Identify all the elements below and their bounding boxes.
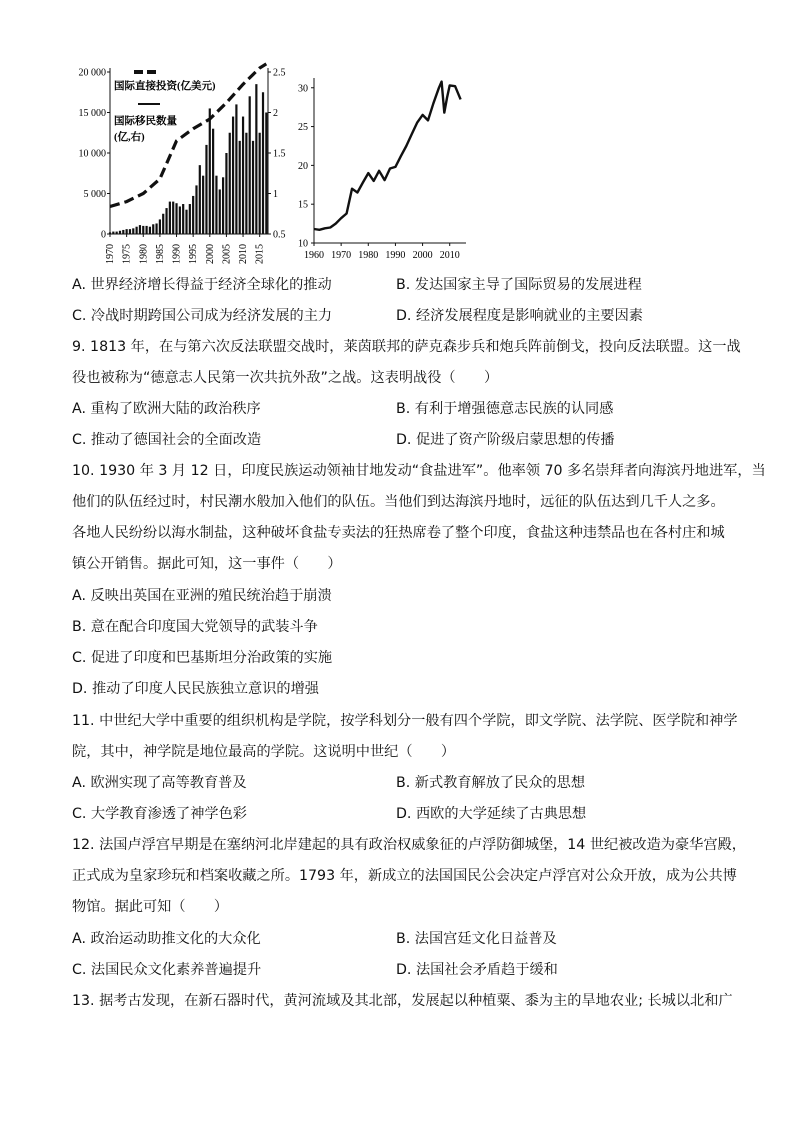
migrant-bar [189, 204, 191, 234]
q12-stem-line-2: 正式成为皇家珍玩和档案收藏之所。1793 年，新成立的法国国民公会决定卢浮宫对公众开放，成为公共博 [72, 868, 737, 884]
q11-option-d: D. 西欧的大学延续了古典思想 [396, 806, 587, 822]
chart2-y-tick-label: 30 [298, 83, 308, 95]
migrant-bar [162, 214, 164, 234]
q11-stem-line-1: 11. 中世纪大学中重要的组织机构是学院，按学科划分一般有四个学院，即文学院、法学院、医学院和神学 [72, 713, 738, 729]
chart1-right-tick-label: 0.5 [273, 229, 286, 241]
q12-option-a: A. 政治运动助推文化的大众化 [72, 931, 261, 947]
trend-line-chart [284, 70, 470, 267]
q13-stem-line-1: 13. 据考古发现，在新石器时代，黄河流域及其北部，发展起以种植粟、黍为主的旱地农业; 长城以北和广 [72, 993, 733, 1009]
q12-option-d: D. 法国社会矛盾趋于缓和 [396, 962, 558, 978]
chart2-y-tick-label: 20 [298, 160, 308, 172]
q12-stem-line-1: 12. 法国卢浮宫早期是在塞纳河北岸建起的具有政治权威象征的卢浮防御城堡，14 世纪被改造为豪华宫殿， [72, 837, 746, 853]
migrant-bar [136, 227, 138, 234]
legend-fdi-label: 国际直接投资(亿美元) [114, 81, 216, 92]
chart1-x-tick-label: 2010 [238, 244, 250, 264]
q8-option-c: C. 冷战时期跨国公司成为经济发展的主力 [72, 308, 333, 324]
migrant-bar [212, 129, 214, 234]
migrant-bar [249, 96, 251, 234]
migrant-bar [225, 153, 227, 234]
chart1-x-tick-label: 1975 [121, 244, 133, 264]
fdi-migration-chart [62, 62, 294, 267]
migrant-bar [139, 225, 141, 234]
migrant-bar [235, 104, 237, 234]
q11-option-b: B. 新式教育解放了民众的思想 [396, 775, 586, 791]
migrant-bar [219, 189, 221, 234]
chart1-left-tick-label: 20 000 [78, 67, 106, 79]
migrant-bar [255, 84, 257, 234]
legend-migrants-label: 国际移民数量 [114, 116, 177, 127]
chart1-right-tick-label: 2 [273, 108, 278, 119]
q10-stem-line-1: 10. 1930 年 3 月 12 日，印度民族运动领袖甘地发动“食盐进军”。他率领 70 多名崇拜者向海滨丹地进军，当 [72, 463, 766, 479]
migrant-bar [152, 224, 154, 234]
migrant-bar [239, 141, 241, 234]
migrant-bar [209, 108, 211, 234]
q10-stem-line-4: 镇公开销售。据此可知，这一事件（ ） [72, 556, 342, 572]
chart1-left-tick-label: 0 [101, 229, 106, 241]
q9-option-c: C. 推动了德国社会的全面改造 [72, 432, 262, 448]
trend-line [314, 82, 461, 230]
chart2-x-tick-label: 2000 [412, 250, 433, 261]
migrant-bar [185, 210, 187, 234]
migrant-bar [112, 232, 114, 234]
chart2-x-tick-label: 2010 [439, 250, 460, 261]
migrant-bar [229, 133, 231, 234]
chart2-y-tick-label: 25 [298, 122, 308, 134]
legend-migrants-unit: (亿,右) [114, 132, 145, 143]
migrant-bar [192, 196, 194, 234]
chart1-x-tick-label: 2015 [254, 244, 266, 264]
migrant-bar [175, 203, 177, 234]
q10-option-d: D. 推动了印度人民民族独立意识的增强 [72, 681, 319, 697]
q9-option-a: A. 重构了欧洲大陆的政治秩序 [72, 401, 261, 417]
migrant-bar [126, 229, 128, 234]
migrant-bar [202, 176, 204, 234]
q8-option-b: B. 发达国家主导了国际贸易的发展进程 [396, 277, 642, 293]
q8-option-a: A. 世界经济增长得益于经济全球化的推动 [72, 277, 332, 293]
q10-stem-line-3: 各地人民纷纷以海水制盐，这种破坏食盐专卖法的狂热席卷了整个印度，食盐这种违禁品也在各村庄和城 [72, 525, 725, 541]
chart1-left-tick-label: 15 000 [78, 108, 106, 119]
q11-option-c: C. 大学教育渗透了神学色彩 [72, 806, 247, 822]
migrant-bar [142, 226, 144, 234]
migrant-bar [145, 226, 147, 234]
q12-option-c: C. 法国民众文化素养普遍提升 [72, 962, 262, 978]
migrant-bar [155, 223, 157, 234]
chart1-right-tick-label: 1 [273, 189, 278, 200]
migrant-bar [119, 231, 121, 234]
chart1-x-tick-label: 1985 [154, 244, 166, 264]
chart1-x-tick-label: 1970 [105, 244, 116, 264]
migrant-bar [245, 133, 247, 234]
q9-option-d: D. 促进了资产阶级启蒙思想的传播 [396, 432, 615, 448]
chart2-y-tick-label: 15 [298, 199, 308, 211]
migrant-bar [195, 185, 197, 234]
q12-option-b: B. 法国宫廷文化日益普及 [396, 931, 557, 947]
chart1-right-tick-label: 2.5 [273, 67, 286, 79]
migrant-bar [179, 206, 181, 234]
migrant-bar [172, 202, 174, 234]
migrant-bar [165, 208, 167, 234]
chart2-x-tick-label: 1970 [331, 250, 352, 261]
chart1-right-tick-label: 1.5 [273, 148, 286, 160]
chart1-x-tick-label: 2000 [204, 244, 216, 264]
chart2-y-tick-label: 10 [298, 238, 308, 250]
migrant-bar [116, 232, 118, 234]
q10-option-c: C. 促进了印度和巴基斯坦分治政策的实施 [72, 650, 333, 666]
chart1-x-tick-label: 1995 [188, 244, 200, 264]
migrant-bar [205, 145, 207, 234]
q9-stem-line-2: 役也被称为“德意志人民第一次共抗外敌”之战。这表明战役（ ） [72, 370, 499, 386]
chart1-x-tick-label: 1990 [171, 244, 183, 264]
chart2-x-tick-label: 1990 [385, 250, 406, 261]
q9-stem-line-1: 9. 1813 年，在与第六次反法联盟交战时，莱茵联邦的萨克森步兵和炮兵阵前倒戈，投向反法联盟。这一战 [72, 339, 741, 355]
chart1-x-tick-label: 2005 [221, 244, 233, 264]
migrant-bar [265, 113, 267, 235]
chart2-x-tick-label: 1960 [304, 250, 324, 261]
chart1-x-tick-label: 1980 [138, 244, 150, 264]
chart1-left-tick-label: 10 000 [78, 148, 106, 160]
chart1-left-tick-label: 5 000 [83, 189, 106, 200]
migrant-bar [199, 165, 201, 234]
migrant-bar [122, 230, 124, 234]
migrant-bar [252, 141, 254, 234]
chart2-x-tick-label: 1980 [358, 250, 379, 261]
q10-option-b: B. 意在配合印度国大党领导的武装斗争 [72, 619, 318, 635]
migrant-bar [232, 117, 234, 234]
migrant-bar [182, 204, 184, 234]
q8-option-d: D. 经济发展程度是影响就业的主要因素 [396, 308, 643, 324]
migrant-bar [259, 133, 261, 234]
q9-option-b: B. 有利于增强德意志民族的认同感 [396, 401, 614, 417]
migrant-bar [169, 202, 171, 234]
migrant-bar [215, 176, 217, 234]
chart1-legend [114, 72, 216, 143]
migrant-bar [132, 228, 134, 234]
q11-option-a: A. 欧洲实现了高等教育普及 [72, 775, 247, 791]
migrant-bar [159, 219, 161, 234]
q11-stem-line-2: 院，其中，神学院是地位最高的学院。这说明中世纪（ ） [72, 744, 456, 760]
q10-option-a: A. 反映出英国在亚洲的殖民统治趋于崩溃 [72, 588, 332, 604]
migrant-bar [149, 227, 151, 234]
migrant-bar [242, 117, 244, 234]
migrant-bar [262, 92, 264, 234]
q12-stem-line-3: 物馆。据此可知（ ） [72, 899, 229, 915]
migrant-bar [222, 177, 224, 234]
q10-stem-line-2: 他们的队伍经过时，村民潮水般加入他们的队伍。当他们到达海滨丹地时，远征的队伍达到几千人之多。 [72, 494, 725, 510]
migrant-bar [129, 229, 131, 234]
